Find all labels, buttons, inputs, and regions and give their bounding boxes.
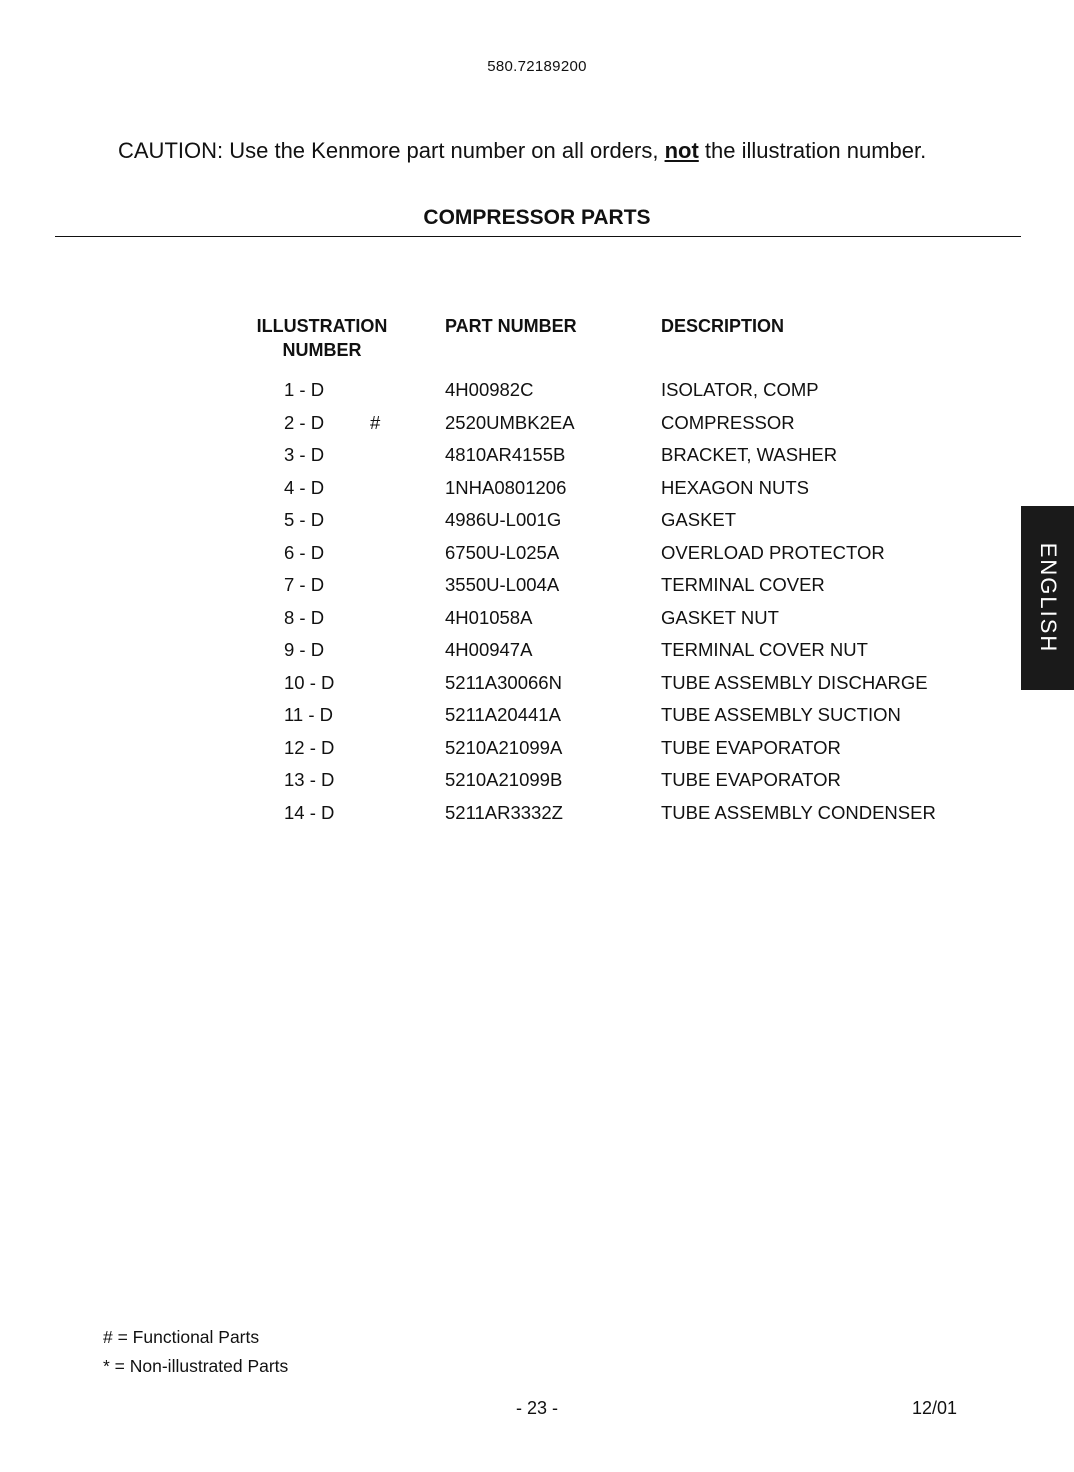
table-row bbox=[0, 407, 1074, 440]
language-tab-label: ENGLISH bbox=[1035, 542, 1061, 654]
description-cell: COMPRESSOR bbox=[661, 411, 795, 433]
description-cell: OVERLOAD PROTECTOR bbox=[661, 541, 885, 563]
table-row bbox=[0, 732, 1074, 765]
description-cell: TUBE EVAPORATOR bbox=[661, 769, 841, 790]
caution-text-before: CAUTION: Use the Kenmore part number on all orders, bbox=[118, 138, 665, 163]
column-header-illustration-number bbox=[240, 314, 404, 362]
column-header-illustration-line1: ILLUSTRATION bbox=[256, 316, 388, 336]
illustration-number-cell: 8 - D bbox=[284, 606, 325, 628]
part-number-cell: 4H00947A bbox=[445, 639, 533, 660]
table-row bbox=[0, 569, 1074, 602]
caution-note bbox=[118, 138, 926, 164]
part-number-cell: 1NHA0801206 bbox=[445, 476, 567, 498]
table-row bbox=[0, 797, 1074, 830]
section-divider bbox=[55, 236, 1021, 237]
description-cell: ISOLATOR, COMP bbox=[661, 379, 819, 400]
description-cell: BRACKET, WASHER bbox=[661, 444, 838, 465]
column-header-illustration-line2: NUMBER bbox=[282, 340, 362, 360]
description-cell: TUBE ASSEMBLY SUCTION bbox=[661, 704, 901, 725]
table-row bbox=[0, 634, 1074, 667]
page-number: - 23 - bbox=[515, 1398, 558, 1418]
table-row bbox=[0, 439, 1074, 472]
part-number-cell: 4H00982C bbox=[445, 379, 534, 400]
section-title: COMPRESSOR PARTS bbox=[423, 206, 651, 229]
table-row bbox=[0, 472, 1074, 505]
revision-date: 12/01 bbox=[912, 1398, 958, 1418]
column-header-description: DESCRIPTION bbox=[661, 316, 785, 336]
part-number-cell: 5211A30066N bbox=[445, 671, 562, 693]
part-number-cell: 6750U-L025A bbox=[445, 541, 560, 563]
table-row bbox=[0, 764, 1074, 797]
legend-functional-parts: # = Functional Parts bbox=[103, 1327, 260, 1347]
language-tab bbox=[1021, 506, 1074, 690]
table-row bbox=[0, 537, 1074, 570]
part-number-cell: 4986U-L001G bbox=[445, 509, 562, 530]
table-row bbox=[0, 504, 1074, 537]
description-cell: GASKET bbox=[661, 509, 737, 530]
column-header-part-number: PART NUMBER bbox=[445, 316, 577, 336]
illustration-number-cell: 11 - D bbox=[284, 704, 334, 725]
part-number-cell: 5211A20441A bbox=[445, 704, 561, 725]
illustration-number-cell: 1 - D bbox=[284, 379, 325, 400]
description-cell: TUBE EVAPORATOR bbox=[661, 736, 841, 758]
part-number-cell: 4H01058A bbox=[445, 606, 533, 628]
part-number-cell: 4810AR4155B bbox=[445, 444, 566, 465]
description-cell: TERMINAL COVER NUT bbox=[661, 639, 868, 660]
caution-emphasis: not bbox=[664, 138, 699, 163]
part-number-cell: 5211AR3332Z bbox=[445, 801, 563, 823]
illustration-number-cell: 14 - D bbox=[284, 801, 335, 823]
illustration-number-cell: 2 - D bbox=[284, 411, 325, 433]
table-row bbox=[0, 374, 1074, 407]
part-number-cell: 5210A21099A bbox=[445, 736, 563, 758]
model-number: 580.72189200 bbox=[487, 58, 587, 75]
part-number-cell: 5210A21099B bbox=[445, 769, 563, 790]
description-cell: TUBE ASSEMBLY CONDENSER bbox=[661, 801, 936, 823]
functional-flag-cell: # bbox=[370, 411, 381, 433]
description-cell: GASKET NUT bbox=[661, 606, 779, 628]
illustration-number-cell: 7 - D bbox=[284, 574, 325, 595]
table-row bbox=[0, 602, 1074, 635]
illustration-number-cell: 5 - D bbox=[284, 509, 325, 530]
parts-table-body bbox=[0, 374, 1074, 829]
part-number-cell: 2520UMBK2EA bbox=[445, 411, 575, 433]
illustration-number-cell: 3 - D bbox=[284, 444, 325, 465]
illustration-number-cell: 10 - D bbox=[284, 671, 335, 693]
illustration-number-cell: 4 - D bbox=[284, 476, 325, 498]
description-cell: TUBE ASSEMBLY DISCHARGE bbox=[661, 671, 928, 693]
table-row bbox=[0, 699, 1074, 732]
table-row bbox=[0, 667, 1074, 700]
illustration-number-cell: 9 - D bbox=[284, 639, 325, 660]
legend-non-illustrated-parts: * = Non-illustrated Parts bbox=[103, 1356, 289, 1376]
illustration-number-cell: 12 - D bbox=[284, 736, 335, 758]
caution-text-after: the illustration number. bbox=[698, 138, 927, 163]
illustration-number-cell: 6 - D bbox=[284, 541, 325, 563]
description-cell: TERMINAL COVER bbox=[661, 574, 825, 595]
part-number-cell: 3550U-L004A bbox=[445, 574, 560, 595]
description-cell: HEXAGON NUTS bbox=[661, 476, 810, 498]
illustration-number-cell: 13 - D bbox=[284, 769, 335, 790]
